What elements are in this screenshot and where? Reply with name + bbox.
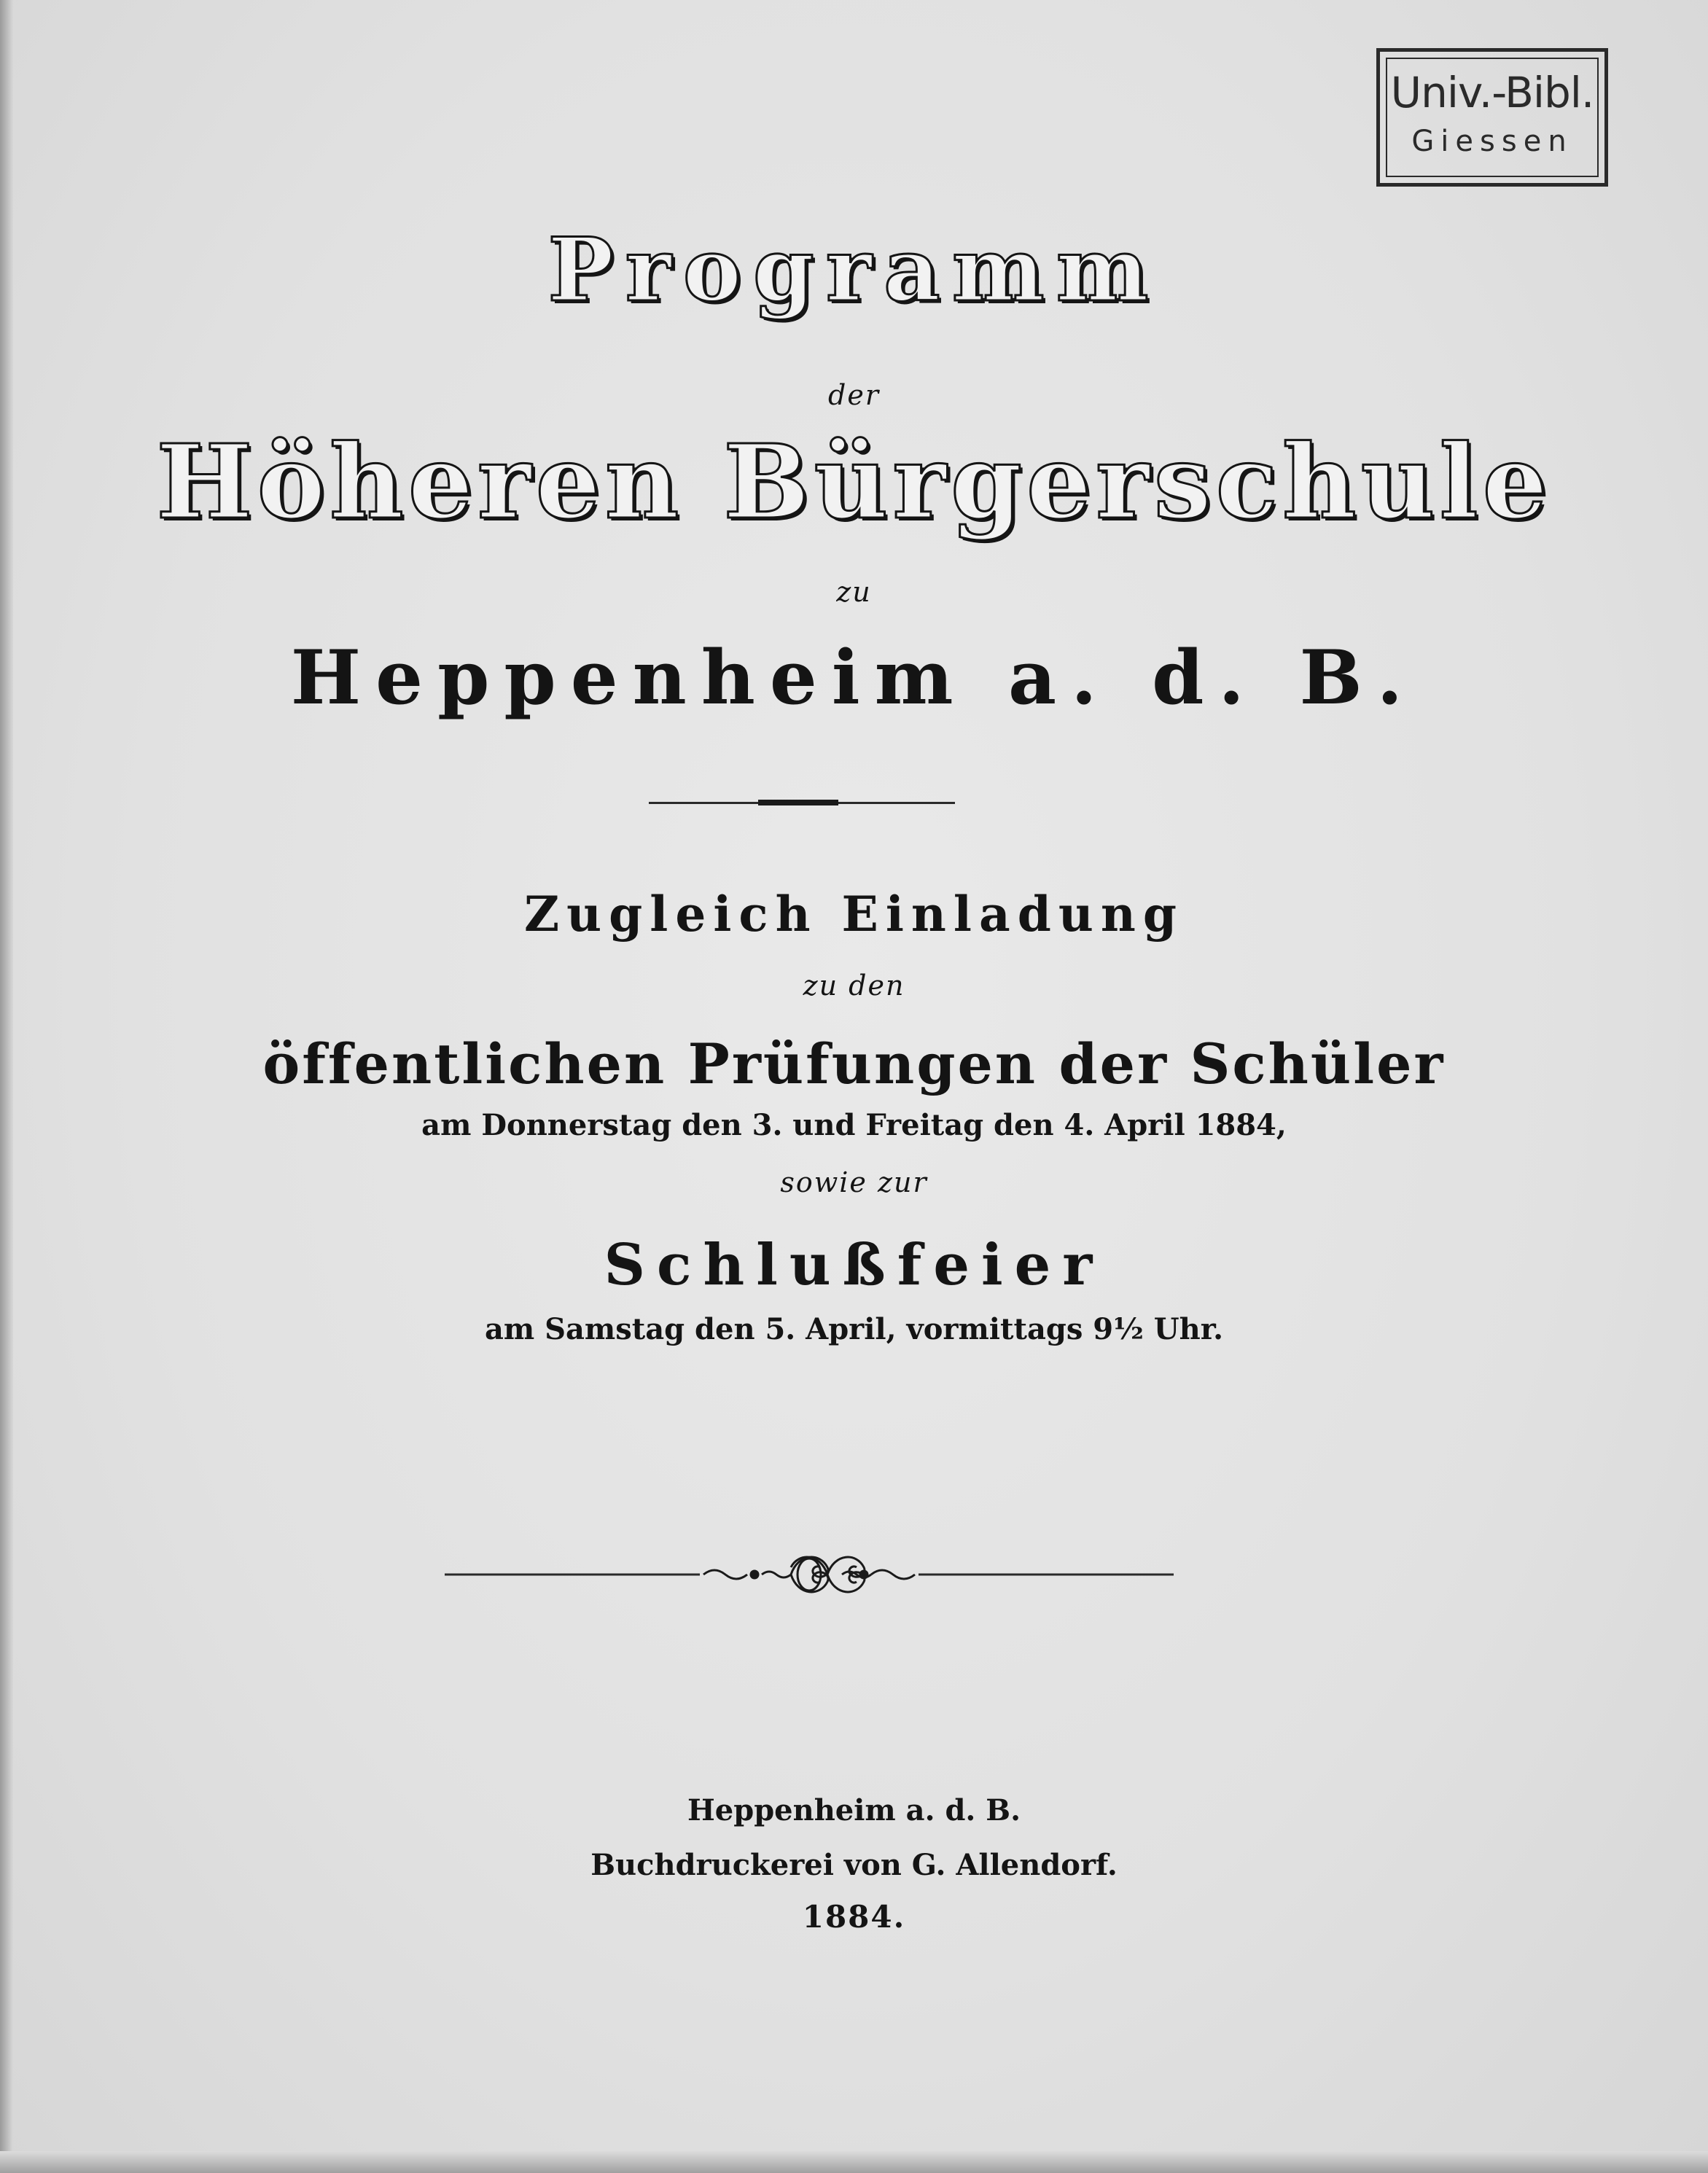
invitation-sowie: sowie zur <box>780 1166 928 1198</box>
title-zu: zu <box>836 576 872 608</box>
title-programm: Programm <box>547 219 1161 321</box>
library-stamp-line2: Giessen <box>1411 125 1573 158</box>
closing-ceremony-date: am Samstag den 5. April, vormittags 9½ Uhr. <box>484 1312 1224 1346</box>
exams-heading: öffentlichen Prüfungen der Schüler <box>262 1031 1446 1096</box>
invitation-heading: Zugleich Einladung <box>523 886 1185 943</box>
title-der: der <box>828 379 880 411</box>
divider-rule-center <box>758 800 838 805</box>
school-name: Höheren Bürgerschule <box>156 423 1552 542</box>
library-stamp-line1: Univ.-Bibl. <box>1390 68 1594 117</box>
town-name: Heppenheim a. d. B. <box>290 634 1418 722</box>
closing-ceremony-heading: Schlußfeier <box>604 1232 1104 1298</box>
ornament-divider <box>445 1545 1174 1604</box>
invitation-zu-den: zu den <box>803 970 905 1002</box>
page-edge-shadow-bottom <box>0 2151 1708 2173</box>
imprint-printer: Buchdruckerei von G. Allendorf. <box>590 1848 1118 1882</box>
exam-dates: am Donnerstag den 3. und Freitag den 4. April 1884, <box>421 1108 1287 1142</box>
ornament-flourish-icon <box>445 1545 1174 1604</box>
imprint-year: 1884. <box>802 1899 906 1935</box>
library-stamp <box>1376 48 1608 187</box>
imprint-place: Heppenheim a. d. B. <box>687 1793 1021 1827</box>
